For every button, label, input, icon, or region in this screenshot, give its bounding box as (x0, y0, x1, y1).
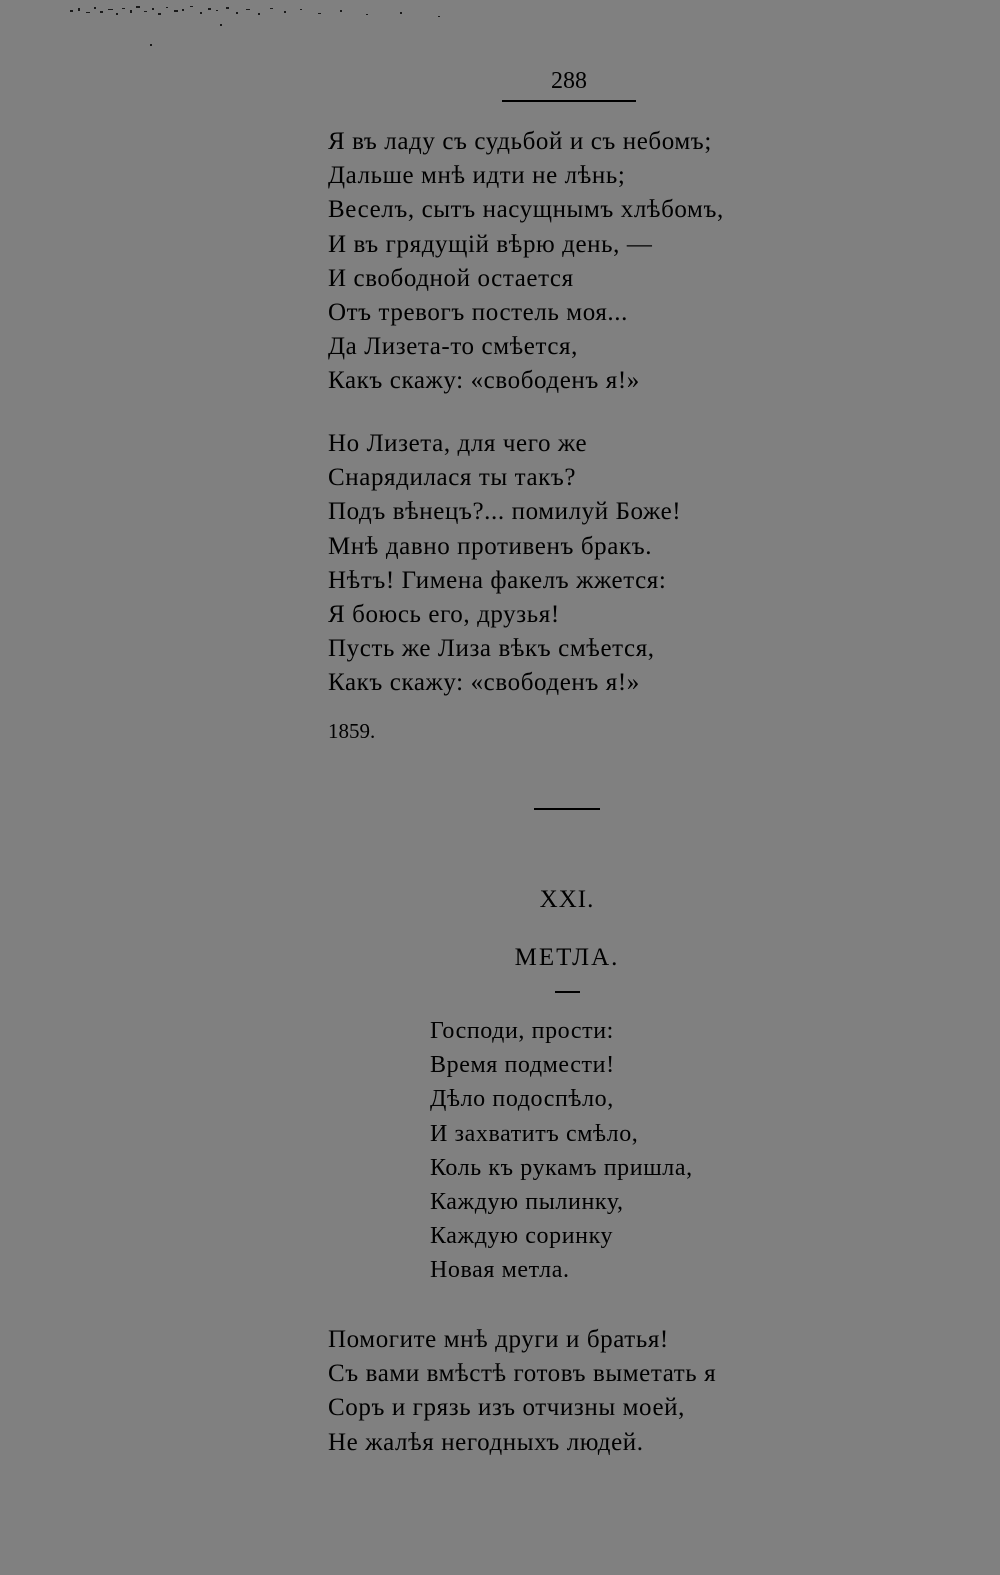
poem-stanza (328, 427, 681, 701)
section-number: XXI. (539, 886, 595, 913)
poem-line: Съ вами вмѣстѣ готовъ выметать я (328, 1360, 717, 1388)
poem-line: Пусть же Лиза вѣкъ смѣется, (328, 635, 655, 663)
poem-line: Коль къ рукамъ пришла, (430, 1154, 693, 1181)
poem-line: Помогите мнѣ други и братья! (328, 1326, 669, 1353)
section-title: МЕТЛА. (514, 944, 620, 971)
header-rule (502, 100, 636, 102)
title-dash (555, 991, 580, 993)
poem-line: Каждую пылинку, (430, 1188, 624, 1215)
poem-line: И захватитъ смѣло, (430, 1120, 639, 1147)
poem-line: И свободной остается (328, 264, 574, 292)
poem-line: Мнѣ давно противенъ бракъ. (328, 532, 653, 560)
poem-line: И въ грядущій вѣрю день, — (328, 230, 653, 258)
poem-line: Каждую соринку (430, 1223, 614, 1250)
poem-line: Веселъ, сытъ насущнымъ хлѣбомъ, (328, 196, 724, 224)
poem-line: Нѣтъ! Гимена факелъ жжется: (328, 566, 667, 594)
poem-line: Господи, прости: (430, 1018, 614, 1044)
poem-line: Какъ скажу: «свободенъ я!» (328, 669, 640, 697)
poem-line: Дѣло подоспѣло, (430, 1086, 614, 1113)
poem-line: Да Лизета-то смѣется, (328, 333, 578, 361)
poem-line: Дальше мнѣ идти не лѣнь; (328, 162, 626, 190)
poem-line: Но Лизета, для чего же (328, 430, 588, 457)
poem-line: Не жалѣя негодныхъ людей. (328, 1428, 644, 1456)
poem-stanza (430, 1014, 693, 1288)
poem-line: Я въ ладу съ судьбой и съ небомъ; (328, 128, 712, 155)
poem-line: Я боюсь его, друзья! (328, 600, 560, 628)
poem-line: Подъ вѣнецъ?... помилуй Боже! (328, 498, 682, 526)
poem-year: 1859. (328, 719, 376, 743)
poem-line: Новая метла. (430, 1257, 570, 1284)
poem-stanza (328, 125, 724, 399)
section-divider (534, 808, 600, 810)
scan-specks (70, 4, 490, 48)
page-number: 288 (551, 68, 587, 94)
poem-line: Время подмести! (430, 1052, 615, 1079)
poem-stanza (328, 1323, 716, 1460)
poem-line: Снарядилася ты такъ? (328, 464, 577, 492)
poem-line: Какъ скажу: «свободенъ я!» (328, 367, 640, 395)
poem-line: Соръ и грязь изъ отчизны моей, (328, 1394, 685, 1422)
poem-line: Отъ тревогъ постель моя... (328, 298, 628, 326)
